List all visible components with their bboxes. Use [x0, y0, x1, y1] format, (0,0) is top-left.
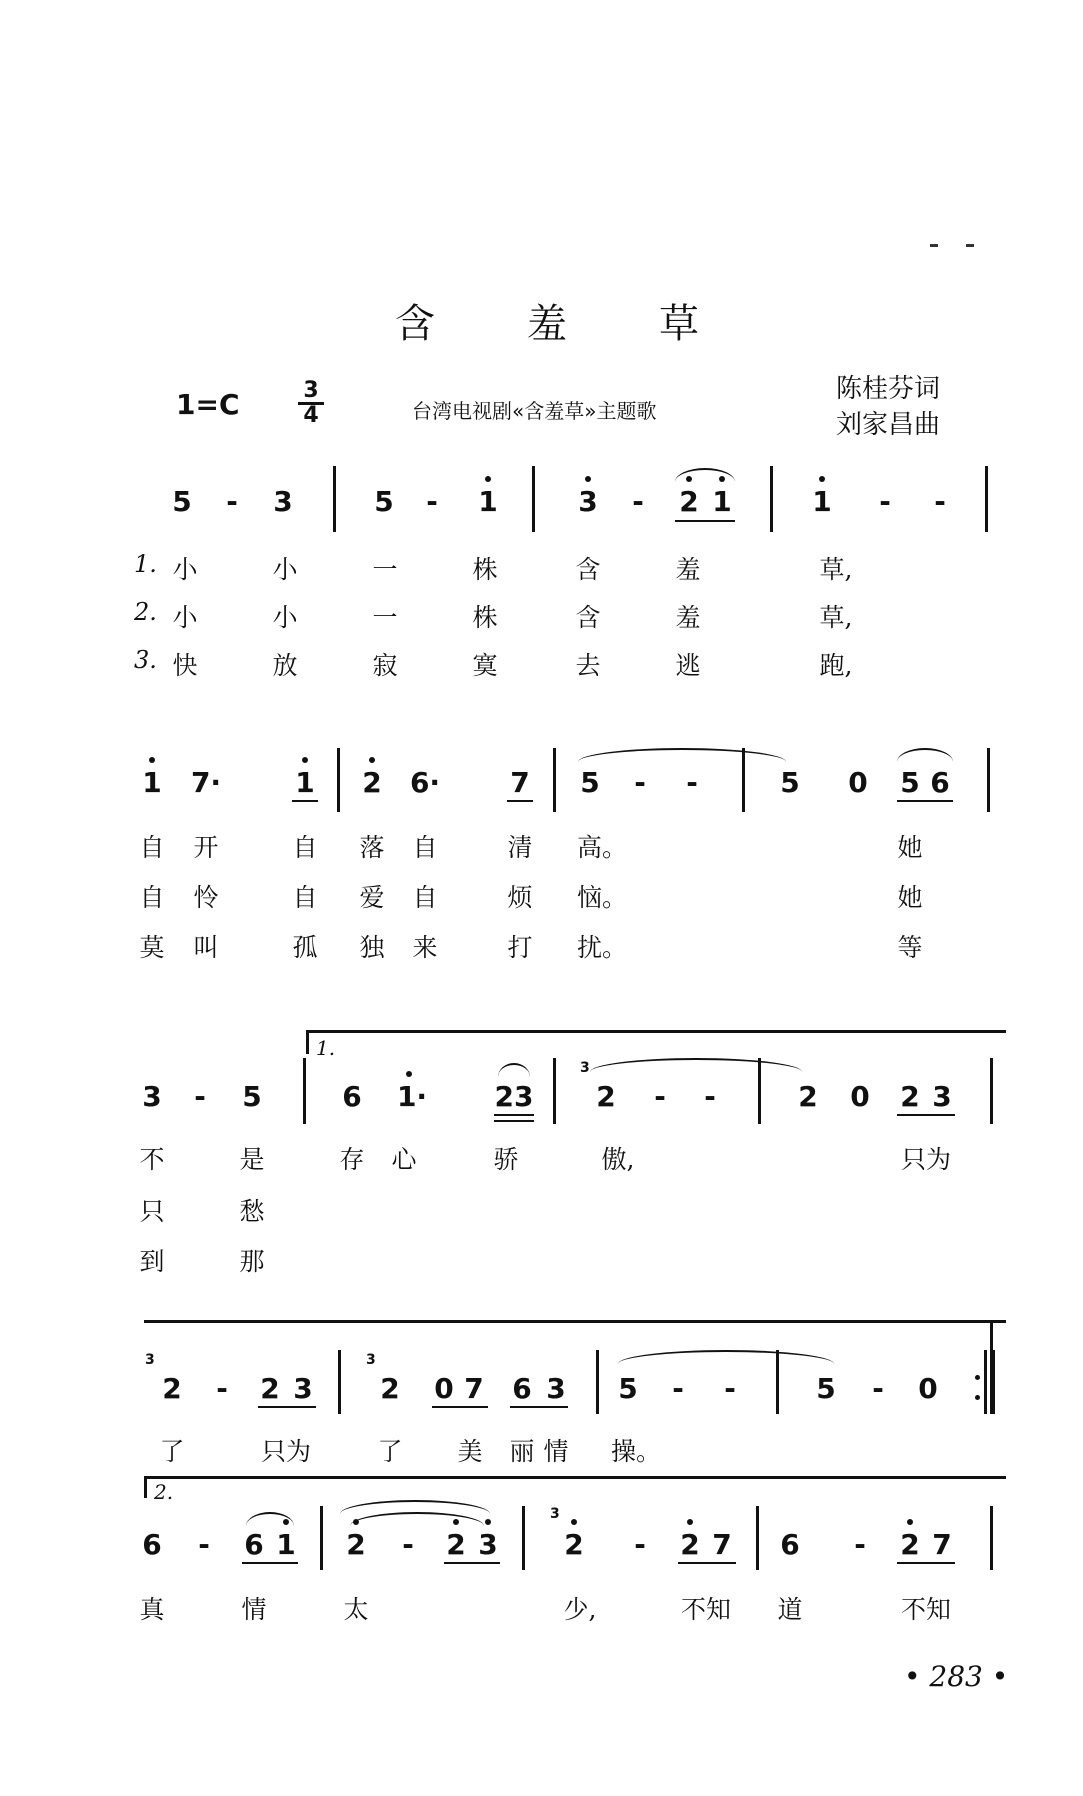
- title-char: 羞: [527, 301, 567, 347]
- lyric: 自: [412, 833, 438, 862]
- note: -: [194, 1080, 206, 1113]
- high-octave-dot: [687, 1519, 693, 1525]
- lyric: 一: [372, 603, 398, 632]
- lyric: 情: [241, 1595, 267, 1624]
- tie: [578, 748, 786, 762]
- title-char: 草: [659, 301, 699, 347]
- eighth-underline: [258, 1406, 316, 1408]
- note: 3: [478, 1528, 498, 1561]
- grace-note: 3: [366, 1352, 376, 1368]
- lyric: 叫: [193, 933, 219, 962]
- note: 2: [798, 1080, 818, 1113]
- key-signature: 1=C: [176, 388, 240, 421]
- volta-bracket-left: [306, 1030, 309, 1054]
- note: 5: [172, 485, 192, 518]
- note: 6: [342, 1080, 362, 1113]
- lyric: 心: [391, 1145, 417, 1174]
- barline: [990, 1506, 993, 1570]
- note: 7: [932, 1528, 952, 1561]
- lyric: 骄: [493, 1145, 519, 1174]
- note: 3: [142, 1080, 162, 1113]
- grace-note: 3: [145, 1352, 155, 1368]
- song-title: [395, 292, 791, 349]
- note: -: [426, 485, 438, 518]
- lyric: 愁: [239, 1197, 265, 1226]
- volta-bracket-left: [144, 1476, 147, 1498]
- lyric: 不知: [680, 1595, 732, 1624]
- lyric: 她: [897, 883, 923, 912]
- lyric: 傲,: [601, 1145, 635, 1174]
- note: 5: [618, 1372, 638, 1405]
- note: 23: [494, 1080, 534, 1113]
- lyric: 扰。: [576, 933, 628, 962]
- note: 2: [564, 1528, 584, 1561]
- eighth-underline: [897, 800, 953, 802]
- tie: [618, 1350, 834, 1364]
- note: 2: [260, 1372, 280, 1405]
- verse-number: 2.: [134, 598, 157, 626]
- lyric: 逃: [675, 651, 701, 680]
- lyric: 存: [339, 1145, 365, 1174]
- lyric: 跑,: [819, 651, 853, 680]
- time-signature: [298, 380, 324, 427]
- lyric: 只为: [900, 1145, 952, 1174]
- eighth-underline: [242, 1562, 298, 1564]
- eighth-underline: [678, 1562, 736, 1564]
- note: 3: [546, 1372, 566, 1405]
- lyric: 操。: [610, 1437, 662, 1466]
- eighth-underline: [507, 800, 533, 802]
- lyric: 清: [507, 833, 533, 862]
- lyric: 不知: [900, 1595, 952, 1624]
- lyric: 去: [575, 651, 601, 680]
- note: -: [654, 1080, 666, 1113]
- lyric: 快: [172, 651, 198, 680]
- volta-label: 1.: [316, 1036, 336, 1060]
- margin-mark: [930, 244, 938, 247]
- lyric: 少,: [563, 1595, 597, 1624]
- note: 6: [244, 1528, 264, 1561]
- high-octave-dot: [485, 1519, 491, 1525]
- lyric: 恼。: [576, 883, 628, 912]
- lyric: 真: [139, 1595, 165, 1624]
- note: -: [634, 1528, 646, 1561]
- note: -: [226, 485, 238, 518]
- note: -: [934, 485, 946, 518]
- note: 2: [362, 766, 382, 799]
- sixteenth-underline: [494, 1114, 534, 1116]
- volta-label: 2.: [154, 1480, 174, 1504]
- note: -: [854, 1528, 866, 1561]
- note: 3: [932, 1080, 952, 1113]
- high-octave-dot: [369, 757, 375, 763]
- lyric: 打: [507, 933, 533, 962]
- high-octave-dot: [149, 757, 155, 763]
- lyric: 株: [472, 555, 498, 584]
- note: 1·: [396, 1080, 428, 1113]
- lyric: 高。: [576, 833, 628, 862]
- note: 2: [162, 1372, 182, 1405]
- time-sig-top: 3: [298, 380, 324, 405]
- barline: [337, 748, 340, 812]
- note: -: [402, 1528, 414, 1561]
- slur: [498, 1063, 530, 1077]
- eighth-underline: [897, 1562, 955, 1564]
- note: 2: [680, 1528, 700, 1561]
- lyric: 草,: [819, 603, 853, 632]
- time-sig-bottom: 4: [303, 403, 319, 428]
- lyric: 开: [193, 833, 219, 862]
- lyric: 自: [412, 883, 438, 912]
- lyric: 情: [543, 1437, 569, 1466]
- lyric: 含: [575, 555, 601, 584]
- lyric: 羞: [675, 603, 701, 632]
- lyric: 来: [412, 933, 438, 962]
- lyric: 太: [343, 1595, 369, 1624]
- barline: [985, 466, 988, 532]
- high-octave-dot: [485, 476, 491, 482]
- eighth-underline: [675, 520, 735, 522]
- note: 3: [293, 1372, 313, 1405]
- lyric: 那: [239, 1247, 265, 1276]
- lyric: 小: [172, 603, 198, 632]
- barline: [758, 1058, 761, 1124]
- volta-bracket-end: [990, 1320, 993, 1350]
- note: -: [216, 1372, 228, 1405]
- eighth-underline: [292, 800, 318, 802]
- lyric: 寞: [472, 651, 498, 680]
- lyric: 孤: [292, 933, 318, 962]
- lyric: 只: [139, 1197, 165, 1226]
- lyric: 不: [139, 1145, 165, 1174]
- note: 0: [848, 766, 868, 799]
- note: 2: [380, 1372, 400, 1405]
- eighth-underline: [444, 1562, 500, 1564]
- lyric: 她: [897, 833, 923, 862]
- lyric: 只为: [260, 1437, 312, 1466]
- note: 1: [142, 766, 162, 799]
- slur: [246, 1512, 294, 1526]
- repeat-dot: [975, 1395, 980, 1400]
- lyric: 爱: [359, 883, 385, 912]
- high-octave-dot: [819, 476, 825, 482]
- note: 6·: [409, 766, 441, 799]
- barline: [553, 748, 556, 812]
- eighth-underline: [897, 1114, 955, 1116]
- note: 2: [346, 1528, 366, 1561]
- high-octave-dot: [453, 1519, 459, 1525]
- lyric: 含: [575, 603, 601, 632]
- barline: [532, 466, 535, 532]
- barline: [338, 1350, 341, 1414]
- lyric: 小: [272, 555, 298, 584]
- lyric: 一: [372, 555, 398, 584]
- barline: [596, 1350, 599, 1414]
- barline: [770, 466, 773, 532]
- high-octave-dot: [907, 1519, 913, 1525]
- barline: [987, 748, 990, 812]
- note: 0: [434, 1372, 454, 1405]
- note: 0: [850, 1080, 870, 1113]
- repeat-barline-thin: [984, 1350, 987, 1414]
- grace-note: 3: [580, 1060, 590, 1076]
- lyric: 自: [139, 883, 165, 912]
- page-number: • 283 •: [904, 1660, 1009, 1693]
- note: 1: [295, 766, 315, 799]
- lyric: 道: [777, 1595, 803, 1624]
- volta-bracket-line: [306, 1030, 1006, 1033]
- note: 5: [816, 1372, 836, 1405]
- note: 5: [900, 766, 920, 799]
- note: 5: [374, 485, 394, 518]
- note: 1: [812, 485, 832, 518]
- note: 2: [446, 1528, 466, 1561]
- note: 7: [712, 1528, 732, 1561]
- note: -: [198, 1528, 210, 1561]
- note: 7: [464, 1372, 484, 1405]
- verse-number: 1.: [134, 550, 157, 578]
- note: 7: [510, 766, 530, 799]
- note: 7·: [190, 766, 222, 799]
- high-octave-dot: [406, 1071, 412, 1077]
- lyric: 寂: [372, 651, 398, 680]
- note: -: [634, 766, 646, 799]
- barline: [742, 748, 745, 812]
- note: 6: [930, 766, 950, 799]
- note: 5: [580, 766, 600, 799]
- note: 2: [679, 485, 699, 518]
- lyric: 自: [292, 883, 318, 912]
- note: 2: [900, 1528, 920, 1561]
- lyric: 是: [239, 1145, 265, 1174]
- high-octave-dot: [302, 757, 308, 763]
- tie: [590, 1058, 802, 1072]
- note: -: [672, 1372, 684, 1405]
- slur: [897, 748, 953, 762]
- note: -: [686, 766, 698, 799]
- barline: [776, 1350, 779, 1414]
- title-char: 含: [395, 301, 435, 347]
- lyric: 小: [272, 603, 298, 632]
- composer: 刘家昌曲: [836, 410, 941, 440]
- note: 5: [242, 1080, 262, 1113]
- barline: [320, 1506, 323, 1570]
- barline: [522, 1506, 525, 1570]
- repeat-dot: [975, 1375, 980, 1380]
- margin-mark: [966, 244, 974, 247]
- lyric: 自: [139, 833, 165, 862]
- note: 1: [478, 485, 498, 518]
- repeat-barline-thick: [990, 1350, 995, 1414]
- lyric: 株: [472, 603, 498, 632]
- note: -: [872, 1372, 884, 1405]
- lyric: 落: [359, 833, 385, 862]
- note: 6: [780, 1528, 800, 1561]
- note: -: [704, 1080, 716, 1113]
- note: -: [632, 485, 644, 518]
- barline: [303, 1058, 306, 1124]
- lyric: 美: [457, 1437, 483, 1466]
- note: 6: [142, 1528, 162, 1561]
- eighth-underline: [432, 1406, 488, 1408]
- lyric: 小: [172, 555, 198, 584]
- barline: [333, 466, 336, 532]
- lyric: 了: [377, 1437, 403, 1466]
- note: 3: [273, 485, 293, 518]
- note: 5: [780, 766, 800, 799]
- lyric: 到: [139, 1247, 165, 1276]
- barline: [553, 1058, 556, 1124]
- barline: [756, 1506, 759, 1570]
- lyric: 独: [359, 933, 385, 962]
- lyric: 放: [272, 651, 298, 680]
- high-octave-dot: [585, 476, 591, 482]
- barline: [990, 1058, 993, 1124]
- lyric: 等: [897, 933, 923, 962]
- volta-bracket-line: [144, 1476, 1006, 1479]
- lyric: 丽: [509, 1437, 535, 1466]
- high-octave-dot: [571, 1519, 577, 1525]
- lyric: 羞: [675, 555, 701, 584]
- verse-number: 3.: [134, 646, 157, 674]
- note: 0: [918, 1372, 938, 1405]
- note: 3: [578, 485, 598, 518]
- subtitle: 台湾电视剧«含羞草»主题歌: [412, 399, 657, 423]
- lyricist: 陈桂芬词: [836, 374, 941, 404]
- lyric: 草,: [819, 555, 853, 584]
- lyric: 自: [292, 833, 318, 862]
- note: 1: [276, 1528, 296, 1561]
- lyric: 烦: [507, 883, 533, 912]
- high-octave-dot: [353, 1519, 359, 1525]
- note: 1: [712, 485, 732, 518]
- sixteenth-underline: [494, 1120, 534, 1122]
- lyric: 了: [159, 1437, 185, 1466]
- note: 6: [512, 1372, 532, 1405]
- note: 2: [900, 1080, 920, 1113]
- volta-bracket-line: [144, 1320, 1006, 1323]
- lyric: 莫: [139, 933, 165, 962]
- note: -: [724, 1372, 736, 1405]
- note: -: [879, 485, 891, 518]
- slur: [350, 1512, 484, 1526]
- grace-note: 3: [550, 1506, 560, 1522]
- note: 2: [596, 1080, 616, 1113]
- eighth-underline: [510, 1406, 568, 1408]
- lyric: 怜: [193, 883, 219, 912]
- slur: [675, 468, 735, 482]
